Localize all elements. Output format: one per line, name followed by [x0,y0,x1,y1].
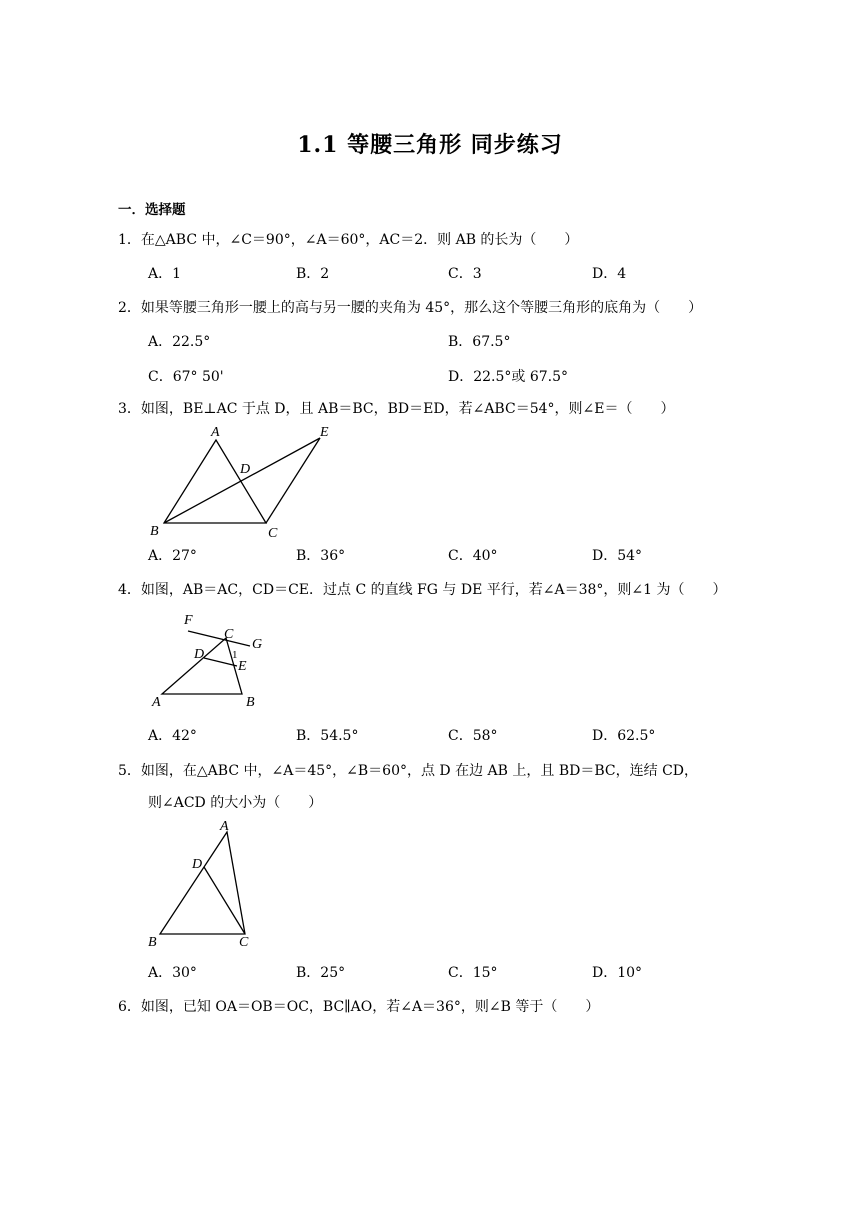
q3-label-a: A [211,425,220,440]
question-5-line2: 则∠ACD 的大小为（ ） [148,795,323,811]
q1-option-c[interactable]: C．3 [448,266,482,282]
q4-option-d[interactable]: D．62.5° [592,728,656,744]
q4-label-a: A [152,695,161,710]
q1-option-d[interactable]: D．4 [592,266,627,282]
q5-label-b: B [148,935,157,950]
q5-label-d: D [192,857,203,872]
q2-option-c[interactable]: C．67° 50' [148,369,224,385]
section-heading: 一．选择题 [118,202,186,218]
q3-option-d[interactable]: D．54° [592,548,643,564]
q4-figure [140,606,280,714]
q5-option-c[interactable]: C．15° [448,965,498,981]
q2-option-a[interactable]: A．22.5° [148,334,211,350]
question-2: 2．如果等腰三角形一腰上的高与另一腰的夹角为 45°，那么这个等腰三角形的底角为（ ） [118,300,703,316]
question-6: 6．如图，已知 OA＝OB＝OC，BC∥AO，若∠A＝36°，则∠B 等于（ ） [118,999,600,1015]
q3-label-d: D [240,462,251,477]
q4-label-b: B [246,695,255,710]
q2-option-d[interactable]: D．22.5°或 67.5° [448,369,569,385]
question-5: 5．如图，在△ABC 中，∠A＝45°，∠B＝60°，点 D 在边 AB 上，且 BD＝BC，连结 CD， [118,763,699,779]
q5-triangle-abc [160,832,245,934]
q3-option-b[interactable]: B．36° [296,548,346,564]
q4-label-c: C [224,627,234,642]
q5-option-a[interactable]: A．30° [148,965,197,981]
q3-segment-ce [266,438,320,523]
q5-figure [140,812,270,952]
q3-option-c[interactable]: C．40° [448,548,498,564]
q3-label-b: B [150,524,159,539]
q3-triangle-abc [164,440,266,523]
q3-segment-be [164,438,320,523]
q4-label-e: E [238,659,247,674]
q4-label-1: 1 [232,649,238,661]
q2-option-b[interactable]: B．67.5° [448,334,511,350]
q5-option-b[interactable]: B．25° [296,965,346,981]
q3-label-e: E [320,425,329,440]
q4-option-b[interactable]: B．54.5° [296,728,359,744]
q4-label-f: F [184,613,193,628]
question-3: 3．如图，BE⊥AC 于点 D，且 AB＝BC，BD＝ED，若∠ABC＝54°，则∠E＝（ ） [118,401,675,417]
q5-label-c: C [239,935,249,950]
q3-figure [140,418,350,543]
q4-option-c[interactable]: C．58° [448,728,498,744]
q3-label-c: C [268,526,278,541]
page-title: 1.1 等腰三角形 同步练习 [297,132,563,158]
q1-option-b[interactable]: B．2 [296,266,330,282]
q5-label-a: A [220,819,229,834]
q4-option-a[interactable]: A．42° [148,728,197,744]
q3-option-a[interactable]: A．27° [148,548,197,564]
q4-label-d: D [194,647,205,662]
q1-option-a[interactable]: A．1 [148,266,182,282]
question-4: 4．如图，AB＝AC，CD＝CE．过点 C 的直线 FG 与 DE 平行，若∠A＝38°，则∠1 为（ ） [118,582,727,598]
question-1: 1．在△ABC 中，∠C＝90°，∠A＝60°，AC＝2．则 AB 的长为（ ） [118,232,579,248]
q4-label-g: G [252,637,263,652]
q5-option-d[interactable]: D．10° [592,965,643,981]
